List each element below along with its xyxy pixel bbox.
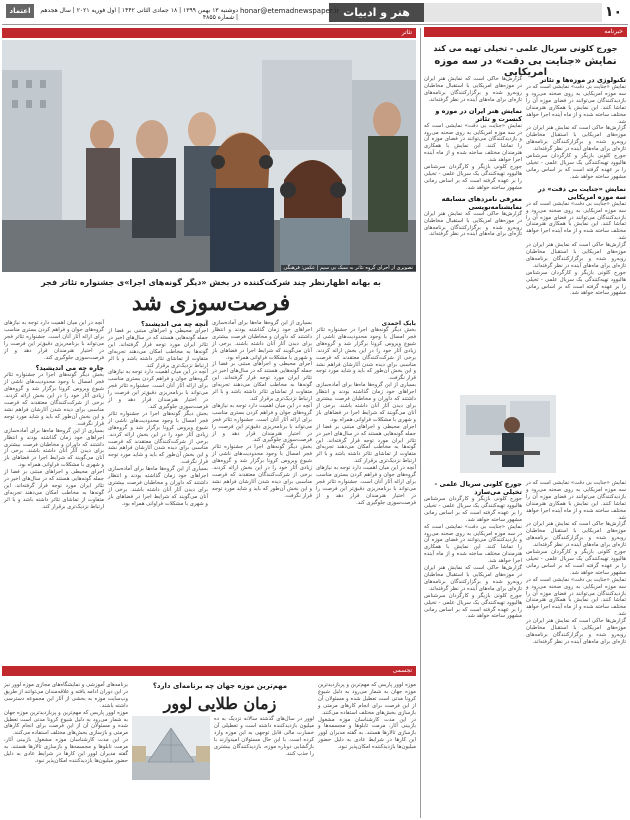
main-col1-p3: اجرای محیطی و اجراهای مبتنی بر فضا از جمله گونه‌هایی هستند که در سال‌های اخیر در تئاتر ایران مورد توجه قرار گرفته‌اند. این گونه‌ها به مخاطب امکان می‌دهند تجربه‌ای متفاوت از تماشای تئاتر داشته باشد و با اثر ارتباط نزدیک‌تری برقرار کند. <box>316 423 416 465</box>
photo-caption <box>2 265 416 273</box>
main-column-3 <box>108 320 208 508</box>
right-column-d <box>526 480 626 646</box>
newspaper-logo: اعتماد <box>6 4 34 18</box>
main-column-2 <box>212 320 312 500</box>
photo-caption-text: تصویری از اجرای گروه تئاتر به سبک بی سیم | عکس: فرهنگی <box>281 265 417 271</box>
right-paragraph-6: جورج کلونی بازیگر و کارگردان سرشناس هالیوود تهیه‌کنندگی یک سریال علمی - تخیلی را بر عهده گرفته است که بر اساس رمانی مشهور ساخته خواهد شد. <box>424 164 522 191</box>
main-col1-p4: آنچه در این میان اهمیت دارد توجه به نیازهای گروه‌های جوان و فراهم کردن بستری مناسب برای ارائه آثار آنان است. جشنواره تئاتر فجر می‌تواند با برنامه‌ریزی دقیق‌تر این فرصت را در اختیار هنرمندان قرار دهد و از فرصت‌سوزی جلوگیری کند. <box>316 465 416 506</box>
main-column-4 <box>4 320 104 511</box>
right-paragraph-3b: جورج کلونی بازیگر و کارگردان سرشناس هالیوود تهیه‌کنندگی یک سریال علمی - تخیلی را بر عهده گرفته است که بر اساس رمانی مشهور ساخته خواهد شد. <box>526 269 626 297</box>
main-col2-p4: بخش دیگر گونه‌های اجرا در جشنواره تئاتر فجر امسال با وجود محدودیت‌های ناشی از شیوع ویروس کرونا برگزار شد و گروه‌های زیادی آثار خود را در این بخش ارائه کردند. برخی از شرکت‌کنندگان معتقدند که فرصت مناسبی برای دیده شدن آثارشان فراهم نشد و این بخش آن‌طور که باید و شاید مورد توجه قرار نگرفت. <box>212 444 312 499</box>
bottom-col1-p1: موزه لوور پاریس که مهم‌ترین و پربازدیدترین موزه جهان به شمار می‌رود به دلیل شیوع کرونا مدتی است تعطیل شده و مسئولان آن از این فرصت برای انجام کارهای مرمتی و بازسازی بخش‌های مختلف استفاده می‌کنند. <box>318 682 416 716</box>
right-story-headline: نمایش «جنایت بی دقت» در سه موزه امریکایی <box>434 56 617 78</box>
main-col2-p3: آنچه در این میان اهمیت دارد توجه به نیازهای گروه‌های جوان و فراهم کردن بستری مناسب برای ارائه آثار آنان است. جشنواره تئاتر فجر می‌تواند با برنامه‌ریزی دقیق‌تر این فرصت را در اختیار هنرمندان قرار دهد و از فرصت‌سوزی جلوگیری کند. <box>212 402 312 444</box>
right-paragraph-2b: گزارش‌ها حاکی است که نمایش هنر ایران در موزه‌های امریکایی با استقبال مخاطبان روبه‌رو شده و برگزارکنندگان برنامه‌های تازه‌ای برای ماه‌های آینده در نظر گرفته‌اند. <box>526 242 626 269</box>
right-paragraph-11: جورج کلونی بازیگر و کارگردان سرشناس هالیوود تهیه‌کنندگی یک سریال علمی - تخیلی را بر عهده گرفته است که بر اساس رمانی مشهور ساخته خواهد شد. <box>424 592 522 620</box>
main-column-1 <box>316 320 416 507</box>
main-col3-p4: بسیاری از این گروه‌ها ماه‌ها برای آماده‌سازی اجراهای خود زمان گذاشته بودند و انتظار داشتند که داوران و مخاطبان فرصت بیشتری برای دیدن آثار آنان داشته باشند. برخی از آنان می‌گویند که شرایط اجرا در فضاهای باز و شهری با مشکلات فراوانی همراه بود. <box>108 466 208 507</box>
right-column-b <box>424 76 522 238</box>
right-paragraph-2: گزارش‌ها حاکی است که نمایش هنر ایران در موزه‌های امریکایی با استقبال مخاطبان روبه‌رو شده و برگزارکنندگان برنامه‌های تازه‌ای برای ماه‌های آینده در نظر گرفته‌اند. <box>526 125 626 153</box>
news-strip <box>424 27 627 37</box>
right-paragraph-1: نمایش «جنایت بی دقت» نمایشی است که در سه موزه امریکایی به روی صحنه می‌رود و بازدیدکنندگان می‌توانند در فضای موزه آن را تماشا کنند. این نمایش با همکاری هنرمندان مختلف ساخته شده و از ماه آینده اجرا خواهد شد. <box>526 84 626 125</box>
right-paragraph-12: نمایش «جنایت بی دقت» نمایشی است که در سه موزه امریکایی به روی صحنه می‌رود و بازدیدکنندگان می‌توانند در فضای موزه آن را تماشا کنند. این نمایش با همکاری هنرمندان مختلف ساخته شده و از ماه آینده اجرا خواهد شد. <box>526 480 626 521</box>
right-subhead-5: نمایش «جنایت بی دقت» در سه موزه امریکایی <box>538 184 626 201</box>
right-paragraph-1b: نمایش «جنایت بی دقت» نمایشی است که در سه موزه امریکایی به روی صحنه می‌رود و بازدیدکنندگان می‌توانند در فضای موزه آن را تماشا کنند. این نمایش با همکاری هنرمندان مختلف ساخته شده و از ماه آینده اجرا خواهد شد. <box>526 200 626 242</box>
inset-photo <box>460 395 556 473</box>
right-paragraph-4: گزارش‌ها حاکی است که نمایش هنر ایران در موزه‌های امریکایی با استقبال مخاطبان روبه‌رو شده و برگزارکنندگان برنامه‌های تازه‌ای برای ماه‌های آینده در نظر گرفته‌اند. <box>424 76 522 103</box>
right-subhead-4: جورج کلونی سریال علمی - تخیلی می‌سازد <box>434 480 522 496</box>
right-column-a <box>526 76 626 297</box>
bottom-col1-p2: در این مدت کارشناسان موزه مشغول بازبینی آثار، مرمت تابلوها و مجسمه‌ها و بازسازی تالارها هستند. به گفته مدیران لوور این کارها در شرایط عادی به دلیل حضور میلیون‌ها بازدیدکننده امکان‌پذیر نبود. <box>318 716 416 751</box>
page-number: ۱۰ <box>604 4 622 20</box>
main-col1-p1: بخش دیگر گونه‌های اجرا در جشنواره تئاتر فجر امسال با وجود محدودیت‌های ناشی از شیوع ویروس کرونا برگزار شد و گروه‌های زیادی آثار خود را در این بخش ارائه کردند. برخی از شرکت‌کنندگان معتقدند که فرصت مناسبی برای دیده شدن آثارشان فراهم نشد و این بخش آن‌طور که باید و شاید مورد توجه قرار نگرفت. <box>316 327 416 382</box>
main-subhead-1: آنچه چه می اندیشند؟ <box>141 320 208 328</box>
main-col3-p1: اجرای محیطی و اجراهای مبتنی بر فضا از جمله گونه‌هایی هستند که در سال‌های اخیر در تئاتر ایران مورد توجه قرار گرفته‌اند. این گونه‌ها به مخاطب امکان می‌دهند تجربه‌ای متفاوت از تماشای تئاتر داشته باشد و با اثر ارتباط نزدیک‌تری برقرار کند. <box>108 328 208 369</box>
bottom-column-1 <box>318 682 416 751</box>
right-paragraph-13: گزارش‌ها حاکی است که نمایش هنر ایران در موزه‌های امریکایی با استقبال مخاطبان روبه‌رو شده و برگزارکنندگان برنامه‌های تازه‌ای برای ماه‌های آینده در نظر گرفته‌اند. <box>526 521 626 549</box>
main-headline: فرصت‌سوزی شد <box>131 290 291 316</box>
main-col4-p1: آنچه در این میان اهمیت دارد توجه به نیازهای گروه‌های جوان و فراهم کردن بستری مناسب برای ارائه آثار آنان است. جشنواره تئاتر فجر می‌تواند با برنامه‌ریزی دقیق‌تر این فرصت را در اختیار هنرمندان قرار دهد و از فرصت‌سوزی جلوگیری کند. <box>4 320 104 361</box>
main-subhead-2: چاره چه می اندیشید؟ <box>35 364 104 373</box>
right-paragraph-14: جورج کلونی بازیگر و کارگردان سرشناس هالیوود تهیه‌کنندگی یک سریال علمی - تخیلی را بر عهده گرفته است که بر اساس رمانی مشهور ساخته خواهد شد. <box>526 549 626 576</box>
bottom-kicker: مهم‌ترین موزه جهان چه برنامه‌ای دارد؟ <box>152 682 288 690</box>
page-header <box>2 2 628 25</box>
louvre-photo <box>132 716 210 780</box>
right-column-c <box>424 480 522 620</box>
section-title: هنر و ادبیات <box>329 3 424 22</box>
main-byline: بابک احمدی <box>381 320 416 327</box>
theatre-strip <box>2 28 416 38</box>
right-paragraph-3: جورج کلونی بازیگر و کارگردان سرشناس هالیوود تهیه‌کنندگی یک سریال علمی - تخیلی را بر عهده گرفته است که بر اساس رمانی مشهور ساخته خواهد شد. <box>526 153 626 180</box>
bottom-col3-p3: در این مدت کارشناسان موزه مشغول بازبینی آثار، مرمت تابلوها و مجسمه‌ها و بازسازی تالارها هستند. به گفته مدیران لوور این کارها در شرایط عادی به دلیل حضور میلیون‌ها بازدیدکننده امکان‌پذیر نبود. <box>4 737 128 764</box>
theatre-strip-label: تئاتر <box>401 29 412 36</box>
right-paragraph-8: جورج کلونی بازیگر و کارگردان سرشناس هالیوود تهیه‌کنندگی یک سریال علمی - تخیلی را بر عهده گرفته است که بر اساس رمانی مشهور ساخته خواهد شد. <box>424 496 522 523</box>
section-band <box>424 3 602 22</box>
main-col2-p2: اجرای محیطی و اجراهای مبتنی بر فضا از جمله گونه‌هایی هستند که در سال‌های اخیر در تئاتر ایران مورد توجه قرار گرفته‌اند. این گونه‌ها به مخاطب امکان می‌دهند تجربه‌ای متفاوت از تماشای تئاتر داشته باشد و با اثر ارتباط نزدیک‌تری برقرار کند. <box>212 361 312 402</box>
right-paragraph-5: نمایش «جنایت بی دقت» نمایشی است که در سه موزه امریکایی به روی صحنه می‌رود و بازدیدکنندگان می‌توانند در فضای موزه آن را تماشا کنند. این نمایش با همکاری هنرمندان مختلف ساخته شده و از ماه آینده اجرا خواهد شد. <box>424 122 522 164</box>
right-paragraph-7: گزارش‌ها حاکی است که نمایش هنر ایران در موزه‌های امریکایی با استقبال مخاطبان روبه‌رو شده و برگزارکنندگان برنامه‌های تازه‌ای برای ماه‌های آینده در نظر گرفته‌اند. <box>424 210 522 238</box>
main-kicker: به بهانه اظهارنظر چند شرکت‌کننده در بخش «دیگر گونه‌های اجرا»ی جشنواره تئاتر فجر <box>41 278 381 287</box>
bottom-column-3 <box>4 682 128 765</box>
right-subhead-2: نمایش هنر ایران در موزه و کنسرت و تئاتر <box>435 106 522 123</box>
main-col4-p3: بسیاری از این گروه‌ها ماه‌ها برای آماده‌سازی اجراهای خود زمان گذاشته بودند و انتظار داشتند که داوران و مخاطبان فرصت بیشتری برای دیدن آثار آنان داشته باشند. برخی از آنان می‌گویند که شرایط اجرا در فضاهای باز و شهری با مشکلات فراوانی همراه بود. <box>4 427 104 469</box>
main-col3-p3: بخش دیگر گونه‌های اجرا در جشنواره تئاتر فجر امسال با وجود محدودیت‌های ناشی از شیوع ویروس کرونا برگزار شد و گروه‌های زیادی آثار خود را در این بخش ارائه کردند. برخی از شرکت‌کنندگان معتقدند که فرصت مناسبی برای دیده شدن آثارشان فراهم نشد و این بخش آن‌طور که باید و شاید مورد توجه قرار نگرفت. <box>108 410 208 466</box>
right-paragraph-15: نمایش «جنایت بی دقت» نمایشی است که در سه موزه امریکایی به روی صحنه می‌رود و بازدیدکنندگان می‌توانند در فضای موزه آن را تماشا کنند. این نمایش با همکاری هنرمندان مختلف ساخته شده و از ماه آینده اجرا خواهد شد. <box>526 576 626 618</box>
bottom-headline: زمان طلایی لوور <box>163 694 277 713</box>
bottom-col3-p2: موزه لوور پاریس که مهم‌ترین و پربازدیدترین موزه جهان به شمار می‌رود به دلیل شیوع کرونا مدتی است تعطیل شده و مسئولان آن از این فرصت برای انجام کارهای مرمتی و بازسازی بخش‌های مختلف استفاده می‌کنند. <box>4 709 128 737</box>
bottom-col3-p1: برنامه‌های آموزشی و نمایشگاه‌های مجازی موزه لوور نیز در این دوران ادامه یافته و علاقه‌مندان می‌توانند از طریق وب‌سایت موزه به بخشی از آثار این مجموعه دسترسی داشته باشند. <box>4 682 128 709</box>
right-paragraph-10: گزارش‌ها حاکی است که نمایش هنر ایران در موزه‌های امریکایی با استقبال مخاطبان روبه‌رو شده و برگزارکنندگان برنامه‌های تازه‌ای برای ماه‌های آینده در نظر گرفته‌اند. <box>424 565 522 592</box>
bottom-col2-p1: لوور در سال‌های گذشته سالانه نزدیک به ده میلیون بازدیدکننده داشته است و تعطیلی آن خسارت مالی قابل توجهی به این موزه وارد کرده است. با این حال مسئولان امیدوارند با بازگشایی دوباره موزه، بازدیدکنندگان بیشتری را جذب کنند. <box>214 716 314 757</box>
section-email[interactable]: honar@etemadnewspaper.ir <box>240 7 340 15</box>
right-paragraph-9: نمایش «جنایت بی دقت» نمایشی است که در سه موزه امریکایی به روی صحنه می‌رود و بازدیدکنندگان می‌توانند در فضای موزه آن را تماشا کنند. این نمایش با همکاری هنرمندان مختلف ساخته شده و از ماه آینده اجرا خواهد شد. <box>424 523 522 565</box>
main-col1-p2: بسیاری از این گروه‌ها ماه‌ها برای آماده‌سازی اجراهای خود زمان گذاشته بودند و انتظار داشتند که داوران و مخاطبان فرصت بیشتری برای دیدن آثار آنان داشته باشند. برخی از آنان می‌گویند که شرایط اجرا در فضاهای باز و شهری با مشکلات فراوانی همراه بود. <box>316 382 416 423</box>
right-story-kicker: جورج کلونی سریال علمی - تخیلی تهیه می کند <box>433 44 618 53</box>
visual-strip <box>2 666 416 676</box>
main-col2-p1: بسیاری از این گروه‌ها ماه‌ها برای آماده‌سازی اجراهای خود زمان گذاشته بودند و انتظار داشتند که داوران و مخاطبان فرصت بیشتری برای دیدن آثار آنان داشته باشند. برخی از آنان می‌گویند که شرایط اجرا در فضاهای باز و شهری با مشکلات فراوانی همراه بود. <box>212 320 312 361</box>
column-rule <box>420 28 421 818</box>
main-col3-p2: آنچه در این میان اهمیت دارد توجه به نیازهای گروه‌های جوان و فراهم کردن بستری مناسب برای ارائه آثار آنان است. جشنواره تئاتر فجر می‌تواند با برنامه‌ریزی دقیق‌تر این فرصت را در اختیار هنرمندان قرار دهد و از فرصت‌سوزی جلوگیری کند. <box>108 369 208 410</box>
news-strip-label: خبرنامه <box>604 28 623 35</box>
main-col4-p2: بخش دیگر گونه‌های اجرا در جشنواره تئاتر فجر امسال با وجود محدودیت‌های ناشی از شیوع ویروس کرونا برگزار شد و گروه‌های زیادی آثار خود را در این بخش ارائه کردند. برخی از شرکت‌کنندگان معتقدند که فرصت مناسبی برای دیده شدن آثارشان فراهم نشد و این بخش آن‌طور که باید و شاید مورد توجه قرار نگرفت. <box>4 372 104 427</box>
visual-strip-label: تجسمی <box>392 667 412 674</box>
main-photo <box>2 40 416 272</box>
right-subhead-1: تکنولوژی در موزه‌ها و تئاتر <box>540 76 626 84</box>
dateline: دوشنبه ۱۳ بهمن ۱۳۹۹ | ۱۸ جمادی الثانی ۱۴۴۲ | اول فوریه ۲۰۲۱ | سال هجدهم | شماره ۴۸۵۵ <box>40 7 238 21</box>
main-col4-p4: اجرای محیطی و اجراهای مبتنی بر فضا از جمله گونه‌هایی هستند که در سال‌های اخیر در تئاتر ایران مورد توجه قرار گرفته‌اند. این گونه‌ها به مخاطب امکان می‌دهند تجربه‌ای متفاوت از تماشای تئاتر داشته باشد و با اثر ارتباط نزدیک‌تری برقرار کند. <box>4 469 104 510</box>
right-paragraph-16: گزارش‌ها حاکی است که نمایش هنر ایران در موزه‌های امریکایی با استقبال مخاطبان روبه‌رو شده و برگزارکنندگان برنامه‌های تازه‌ای برای ماه‌های آینده در نظر گرفته‌اند. <box>526 618 626 645</box>
bottom-column-2 <box>214 716 314 757</box>
right-subhead-3: معرفی نامزدهای مسابقه نمایشنامه‌نویسی <box>441 194 522 211</box>
